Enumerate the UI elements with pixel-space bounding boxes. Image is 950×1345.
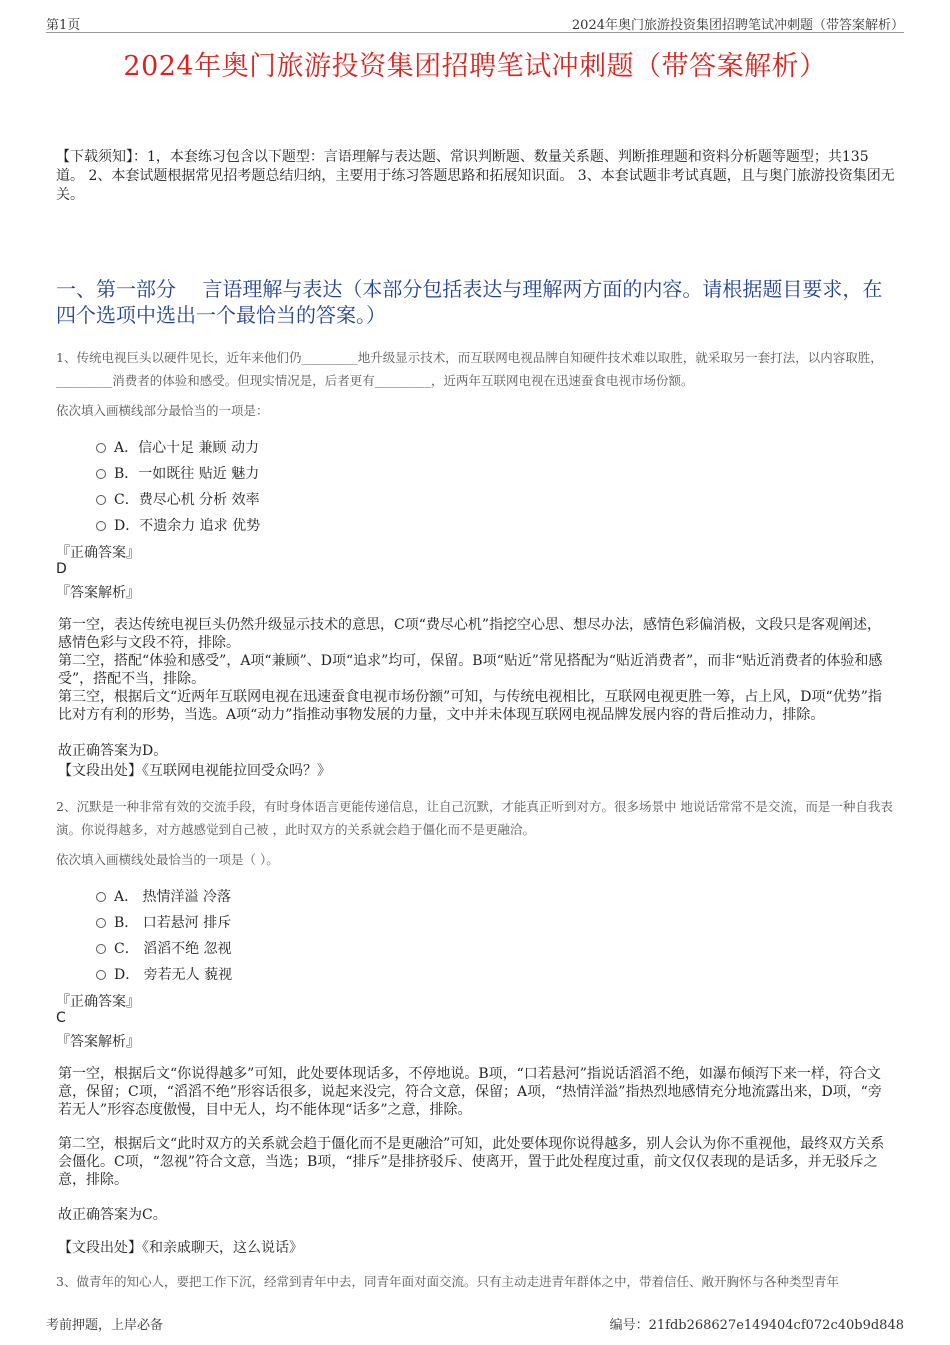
q2-analysis-2: 第二空，根据后文“此时双方的关系就会趋于僵化而不是更融洽”可知，此处要体现你说得越多，别人会认为你不重视他，最终双方关系会僵化。C项，“忽视”符合文意，当选；B项，“排斥”是排挤驳斥、使离开，置于此处程度过重，前文仅仅表现的是话多，并无驳斥之意，排除。 — [58, 1136, 885, 1188]
radio-icon[interactable] — [96, 443, 106, 453]
page-header — [46, 12, 904, 33]
page-number: 第1页 — [46, 18, 81, 33]
question-1-prompt: 依次填入画横线部分最恰当的一项是： — [56, 403, 269, 418]
q1-source: 【文段出处】《互联网电视能拉回受众吗？》 — [58, 763, 331, 779]
radio-icon[interactable] — [96, 892, 106, 902]
q2-answer: C — [56, 1010, 66, 1026]
question-2-prompt: 依次填入画横线处最恰当的一项是（ ）。 — [56, 852, 279, 867]
option-label: C．费尽心机 分析 效率 — [114, 492, 260, 508]
q1-option-b[interactable] — [96, 463, 259, 483]
q1-analysis-label: 『答案解析』 — [56, 585, 140, 601]
option-label: C． 滔滔不绝 忽视 — [114, 941, 232, 957]
q2-analysis-label: 『答案解析』 — [56, 1034, 140, 1050]
radio-icon[interactable] — [96, 918, 106, 928]
q1-analysis-3: 第三空，根据后文“近两年互联网电视在迅速蚕食电视市场份额”可知，与传统电视相比，互联网电视更胜一筹，占上风，D项“优势”指比对方有利的形势，当选。A项“动力”指推动事物发展的力量，文中并未体现互联网电视品牌发展内容的背后推动力，排除。 — [58, 689, 882, 723]
q2-option-d[interactable] — [96, 964, 232, 984]
q2-option-a[interactable] — [96, 886, 231, 906]
q2-correct-label: 『正确答案』 — [56, 994, 140, 1010]
option-label: B．一如既往 贴近 魅力 — [114, 466, 260, 482]
radio-icon[interactable] — [96, 495, 106, 505]
download-notice: 【下载须知】：1，本套练习包含以下题型：言语理解与表达题、常识判断题、数量关系题、判断推理题和资料分析题等题型；共135道。 2、本套试题根据常见招考题总结归纳，主要用于练习答题思路和拓展知识面。 3、本套试题非考试真题，且与奥门旅游投资集团无关。 — [56, 149, 895, 203]
q1-option-c[interactable] — [96, 489, 260, 509]
option-label: D．不遗余力 追求 优势 — [114, 518, 261, 534]
q2-option-b[interactable] — [96, 912, 231, 932]
radio-icon[interactable] — [96, 469, 106, 479]
footer-doc-id: 编号：21fdb268627e149404cf072c40b9d848 — [609, 1318, 904, 1333]
q2-analysis-1: 第一空，根据后文“你说得越多”可知，此处要体现话多，不停地说。B项，“口若悬河”指说话滔滔不绝，如瀑布倾泻下来一样，符合文意，保留；C项，“滔滔不绝”形容话很多，说起来没完，符合文意，保留；A项，“热情洋溢”指热烈地感情充分地流露出来，D项，“旁若无人”形容态度傲慢，目中无人，均不能体现“话多”之意，排除。 — [58, 1066, 882, 1118]
header-doc-title: 2024年奥门旅游投资集团招聘笔试冲刺题（带答案解析） — [571, 18, 904, 33]
page-title: 2024年奥门旅游投资集团招聘笔试冲刺题（带答案解析） — [123, 51, 827, 82]
question-3-text: 3、做青年的知心人，要把工作下沉，经常到青年中去，同青年面对面交流。只有主动走进青年群体之中，带着信任、敞开胸怀与各种类型青年 — [56, 1274, 839, 1289]
option-label: B． 口若悬河 排斥 — [114, 915, 232, 931]
q1-analysis-1: 第一空，表达传统电视巨头仍然升级显示技术的意思，C项“费尽心机”指挖空心思、想尽办法，感情色彩偏消极，文段只是客观阐述，感情色彩与文段不符，排除。 — [58, 617, 882, 651]
q1-option-d[interactable] — [96, 515, 260, 535]
q2-option-c[interactable] — [96, 938, 232, 958]
q1-correct-label: 『正确答案』 — [56, 545, 140, 561]
question-1-text: 1、传统电视巨头以硬件见长，近年来他们仍_________地升级显示技术，而互联网电视品牌自知硬件技术难以取胜，就采取另一套打法，以内容取胜，_________消费者的体验和感受。但现实情况是，后者更有_________，近两年互联网电视在迅速蚕食电视市场份额。 — [56, 350, 883, 388]
q1-option-a[interactable] — [96, 437, 259, 457]
option-label: D． 旁若无人 藐视 — [114, 967, 233, 983]
question-2-text: 2、沉默是一种非常有效的交流手段，有时身体语言更能传递信息，让自己沉默，才能真正听到对方。很多场景中 地说话常常不是交流，而是一种自我表演。你说得越多，对方越感觉到自己被 ，此时双方的关系就会趋于僵化而不是更融洽。 — [56, 799, 893, 837]
radio-icon[interactable] — [96, 521, 106, 531]
option-label: A． 热情洋溢 冷落 — [114, 889, 232, 905]
q1-answer: D — [56, 561, 67, 577]
q2-conclusion: 故正确答案为C。 — [58, 1207, 167, 1223]
section-title: 一、第一部分 言语理解与表达（本部分包括表达与理解两方面的内容。请根据题目要求，在四个选项中选出一个最恰当的答案。） — [56, 277, 883, 327]
radio-icon[interactable] — [96, 944, 106, 954]
q1-analysis-2: 第二空，搭配“体验和感受”，A项“兼顾”、D项“追求”均可，保留。B项“贴近”常见搭配为“贴近消费者”，而非“贴近消费者的体验和感受”，搭配不当，排除。 — [58, 653, 883, 687]
radio-icon[interactable] — [96, 970, 106, 980]
option-label: A．信心十足 兼顾 动力 — [114, 440, 260, 456]
footer-slogan: 考前押题，上岸必备 — [46, 1318, 164, 1333]
q2-source: 【文段出处】《和亲戚聊天，这么说话》 — [58, 1240, 303, 1256]
q1-conclusion: 故正确答案为D。 — [58, 743, 168, 759]
